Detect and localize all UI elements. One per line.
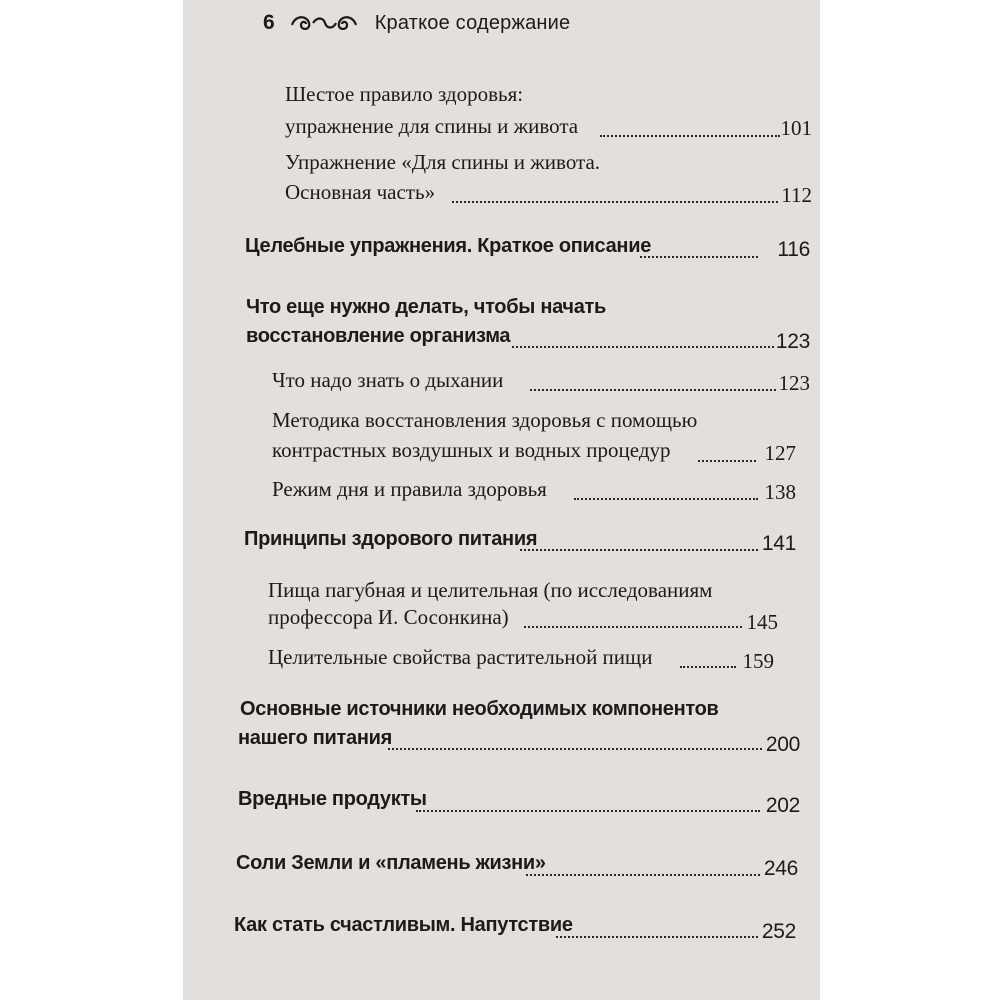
toc-entry-line: контрастных воздушных и водных процедур — [272, 438, 671, 462]
toc-entry-line: Что еще нужно делать, чтобы начать — [246, 296, 607, 318]
left-margin — [0, 0, 183, 1000]
toc-entry-line: восстановление организма — [246, 325, 511, 347]
toc-leader-dots — [680, 666, 736, 668]
toc-page-number: 112 — [781, 183, 812, 207]
page-header — [263, 8, 570, 38]
toc-leader-dots — [524, 626, 742, 628]
toc-leader-dots — [574, 498, 758, 500]
toc-entry-line: профессора И. Сосонкина) — [268, 605, 509, 629]
toc-page-number: 202 — [765, 794, 800, 817]
toc-leader-dots — [452, 201, 778, 203]
toc-entry-line: Соли Земли и «пламень жизни» — [236, 852, 546, 874]
toc-leader-dots — [640, 256, 758, 258]
toc-page-number: 252 — [761, 920, 796, 943]
toc-entry-line: Методика восстановления здоровья с помощью — [272, 408, 698, 432]
toc-entry-line: Шестое правило здоровья: — [285, 82, 524, 106]
toc-leader-dots — [388, 748, 762, 750]
toc-page-number: 159 — [742, 649, 774, 673]
right-margin — [820, 0, 1000, 1000]
toc-entry-line: Принципы здорового питания — [244, 528, 538, 550]
toc-entry-line: Как стать счастливым. Напутствие — [234, 914, 573, 936]
toc-entry-line: Целительные свойства растительной пищи — [268, 645, 653, 669]
toc-leader-dots — [512, 346, 774, 348]
toc-entry-line: Пища пагубная и целительная (по исследованиям — [268, 578, 713, 602]
toc-entry-line: Упражнение «Для спины и живота. — [285, 150, 601, 174]
toc-page-number: 101 — [780, 116, 812, 140]
toc-entry-line: упражнение для спины и живота — [285, 114, 579, 138]
toc-entry-line: Основная часть» — [285, 180, 436, 204]
toc-leader-dots — [526, 874, 760, 876]
running-title: Краткое содержание — [374, 11, 571, 34]
toc-leader-dots — [556, 936, 758, 938]
toc-page-number: 123 — [778, 371, 810, 395]
toc-page-number: 246 — [763, 857, 798, 880]
toc-page-number: 116 — [777, 238, 810, 261]
swirl-ornament-icon — [289, 11, 359, 35]
toc-page-number: 138 — [764, 480, 796, 504]
toc-leader-dots — [698, 460, 756, 462]
toc-entry-line: Основные источники необходимых компонентов — [240, 698, 719, 720]
toc-entry-line: Целебные упражнения. Краткое описание — [245, 235, 652, 257]
toc-leader-dots — [600, 135, 780, 137]
toc-page-number: 127 — [764, 441, 796, 465]
toc-leader-dots — [416, 810, 760, 812]
toc-entry-line: Вредные продукты — [238, 788, 427, 810]
toc-page-number: 145 — [746, 610, 778, 634]
toc-page-number: 200 — [765, 733, 800, 756]
page-number: 6 — [263, 11, 275, 34]
toc-entry-line: Режим дня и правила здоровья — [272, 477, 547, 501]
toc-page-number: 123 — [775, 330, 810, 353]
toc-entry-line: нашего питания — [238, 727, 392, 749]
toc-page-number: 141 — [761, 532, 796, 555]
toc-entry-line: Что надо знать о дыхании — [272, 368, 504, 392]
toc-leader-dots — [520, 549, 758, 551]
toc-leader-dots — [530, 389, 776, 391]
